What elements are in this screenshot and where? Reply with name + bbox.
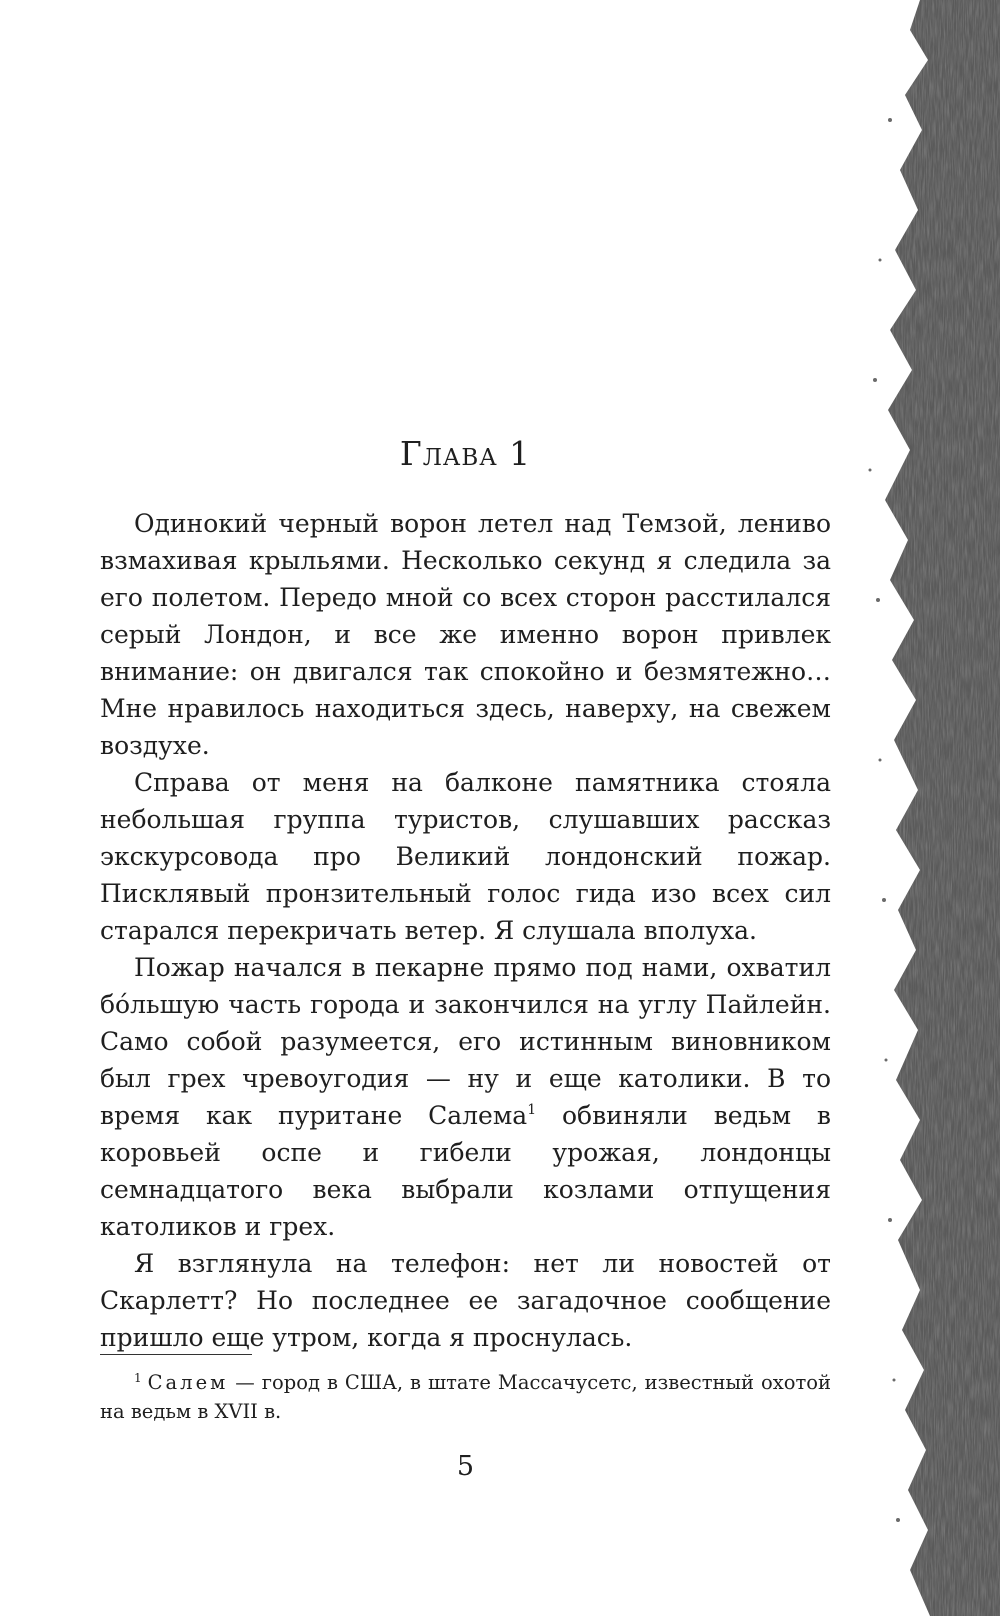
footnote-divider	[100, 1354, 252, 1355]
page-number: 5	[456, 1451, 475, 1482]
footnote-term: Салем	[147, 1371, 229, 1394]
paragraph-3-text-before: Пожар начался в пекарне прямо под нами, охватил бóльшую часть города и закончился на углу Пайлейн. Само собой разумеется, его истинным виновником был грех чревоугодия — ну и еще католики. В то время как пуритане Салема	[100, 953, 831, 1130]
footnote-text: — город в США, в штате Массачусетс, известный охотой на ведьм в XVII в.	[100, 1371, 831, 1423]
chapter-body	[100, 505, 831, 1356]
paragraph-1: Одинокий черный ворон летел над Темзой, лениво взмахивая крыльями. Несколько секунд я следила за его полетом. Передо мной со всех сторон расстилался серый Лондон, и все же именно ворон привлек внимание: он двигался так спокойно и безмятежно… Мне нравилось находиться здесь, наверху, на свежем воздухе.	[100, 509, 831, 760]
paragraph-3	[100, 949, 831, 1245]
paragraph-3-text-after: обвиняли ведьм в коровьей оспе и гибели урожая, лондонцы семнадцатого века выбрали козлами отпущения католиков и грех.	[100, 1101, 831, 1241]
paragraph-2: Справа от меня на балконе памятника стояла небольшая группа туристов, слушавших рассказ экскурсовода про Великий лондонский пожар. Писклявый пронзительный голос гида изо всех сил старался перекричать ветер. Я слушала вполуха.	[100, 768, 831, 945]
footnote	[100, 1368, 831, 1426]
footnote-number: 1	[134, 1371, 142, 1385]
paragraph-4: Я взглянула на телефон: нет ли новостей от Скарлетт? Но последнее ее загадочное сообщение пришло еще утром, когда я проснулась.	[100, 1249, 831, 1352]
brush-texture-edge	[850, 0, 1000, 1616]
chapter-title: Глава 1	[399, 434, 532, 473]
footnote-reference[interactable]: 1	[527, 1102, 537, 1118]
